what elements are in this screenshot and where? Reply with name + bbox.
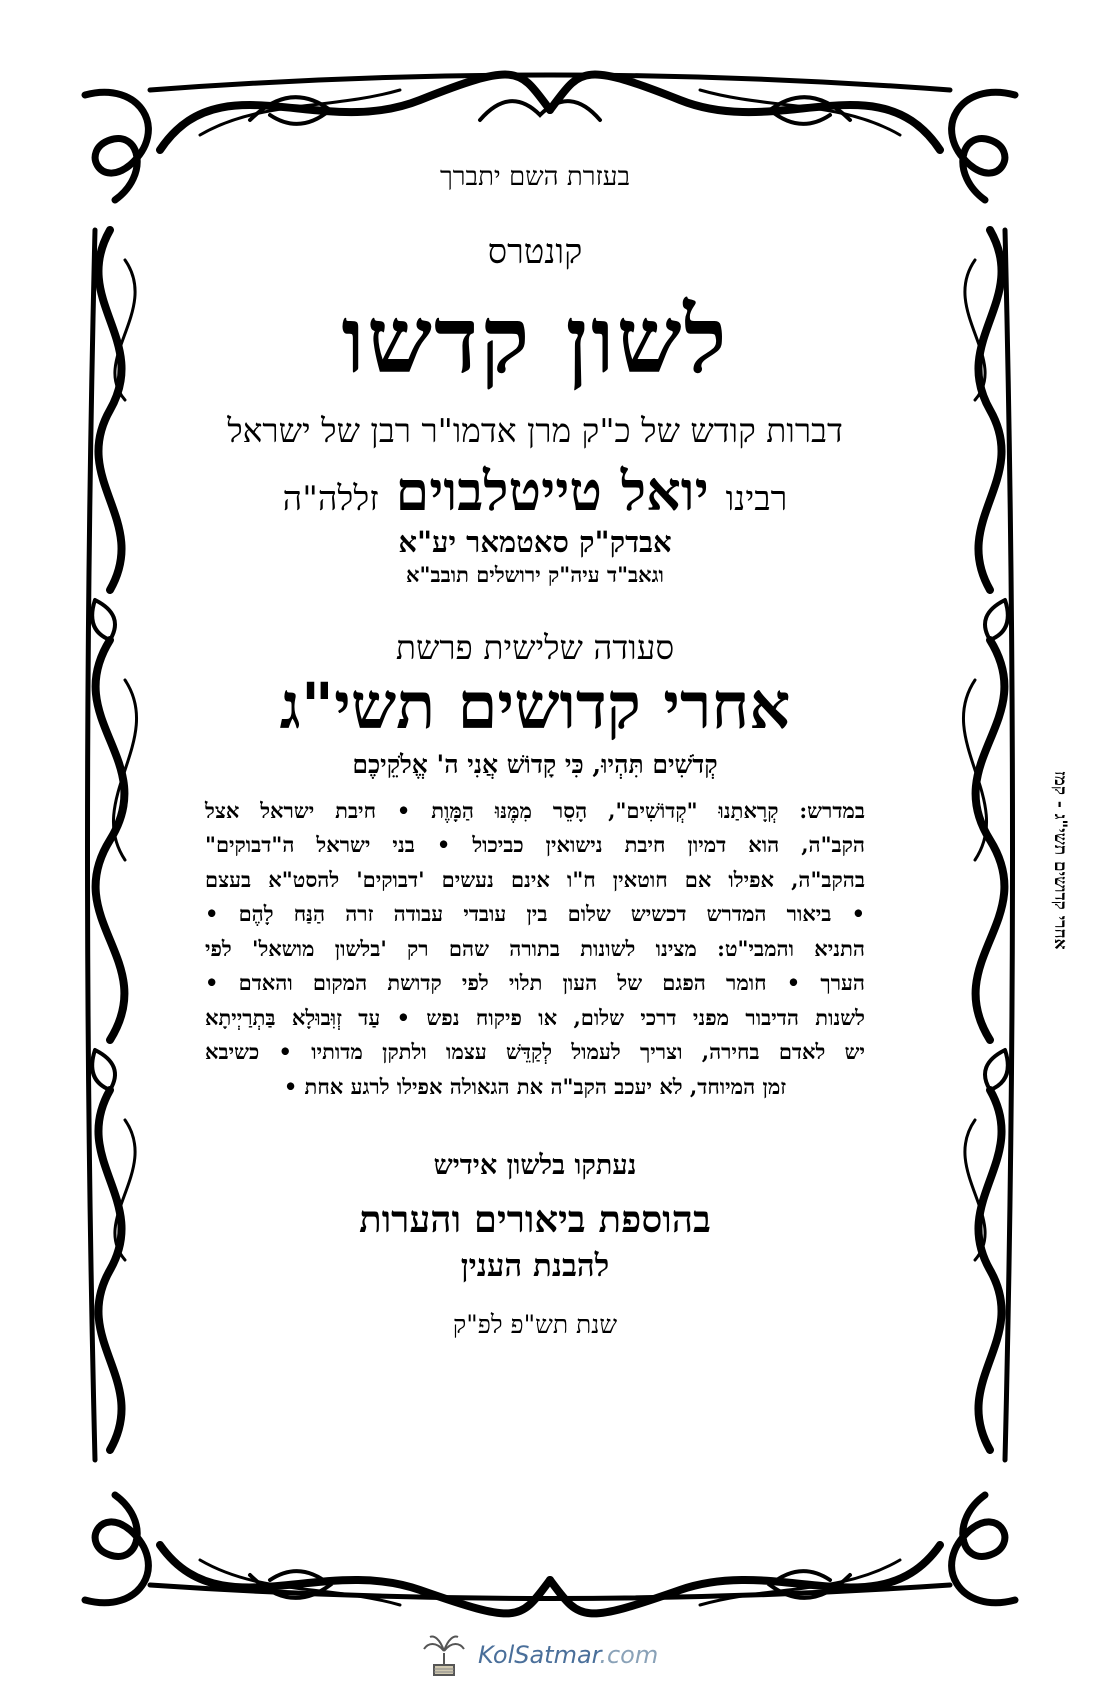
summary-line: הערך • חומר הפגם של העון תלוי לפי קדושת המקום והאדם • <box>205 970 865 996</box>
blessing-heading: בעזרת השם יתברך <box>440 162 630 192</box>
rebbe-suffix: זללה"ה <box>282 478 379 519</box>
page-side-label <box>1030 730 1090 990</box>
rebbe-line <box>185 459 885 523</box>
abd-line: אבדק"ק סאטמאר יע"א <box>398 524 672 559</box>
summary-line: התניא והמבי"ט: מצינו לשונות בתורה שהם רק 'בלשון מושאל' לפי <box>205 935 865 961</box>
rebbe-name: יואל טייטלבוים <box>395 458 709 523</box>
logo-text <box>478 1641 658 1669</box>
summary-line: זמן המיוחד, לא יעכב הקב"ה את הגאולה אפילו לרגע אחת • <box>283 1073 787 1099</box>
summary-line: יש לאדם בחירה, וצריך לעמול לְקַדֵּשׁ עצמו ולתקן מדותיו • כשיבא <box>205 1039 865 1065</box>
rebbe-prefix: רבינו <box>725 478 788 519</box>
verse-line: קְדֹשִׁים תִּהְיוּ, כִּי קָדוֹשׁ אֲנִי ה' אֱלֹקֵיכֶם <box>352 749 718 779</box>
gaavad-line: וגאב"ד עיה"ק ירושלים תובב"א <box>406 561 664 587</box>
kolsatmar-logo[interactable] <box>420 1630 658 1680</box>
parsha-title: אחרי קדושים תשי"ג <box>279 668 791 744</box>
side-label-text: אחרי קדושים תשי"ג - קמז <box>1050 770 1070 950</box>
summary-line: לשנות הדיבור מפני דרכי שלום, או פיקוח נפש • עַד זְוִּבוּלָא בַּתְרַיְיתָא <box>205 1004 865 1030</box>
kuntres-label: קונטרס <box>487 232 583 272</box>
additions-note: בהוספת ביאורים והערות <box>359 1197 711 1242</box>
book-title: לשון קדשו <box>341 286 729 394</box>
summary-line: בהקב"ה, אפילו אם חוטאין ח"ו אינם נעשים 'דבוקים' להסט"א בעצם <box>205 866 865 892</box>
translated-note: נעתקו בלשון אידיש <box>433 1150 637 1182</box>
publication-year: שנת תש"פ לפ"ק <box>452 1310 618 1340</box>
summary-line: הקב"ה, הוא דמיון חיבת נישואין כביכול • בני ישראל ה"דבוקים" <box>205 832 865 858</box>
logo-brand-tld: .com <box>599 1641 659 1669</box>
summary-line: במדרש: קְרָאתַנוּ "קְדוֹשִׁים", הָסֵר מִמֶּנּוּ הַמָּוֶת • חיבת ישראל אצל <box>205 797 865 823</box>
seuda-line: סעודה שלישית פרשת <box>395 627 675 667</box>
topics-summary <box>205 794 865 1105</box>
title-page-content <box>185 150 885 1340</box>
palm-tree-logo-icon <box>420 1631 468 1679</box>
logo-brand-main: KolSatmar <box>478 1641 600 1669</box>
subtitle-line: דברות קודש של כ"ק מרן אדמו"ר רבן של ישראל <box>227 410 843 450</box>
summary-line: • ביאור המדרש דכשיש שלום בין עובדי עבודה זרה הַנַּח לָהֶם • <box>205 901 865 927</box>
understanding-note: להבנת הענין <box>460 1248 610 1285</box>
